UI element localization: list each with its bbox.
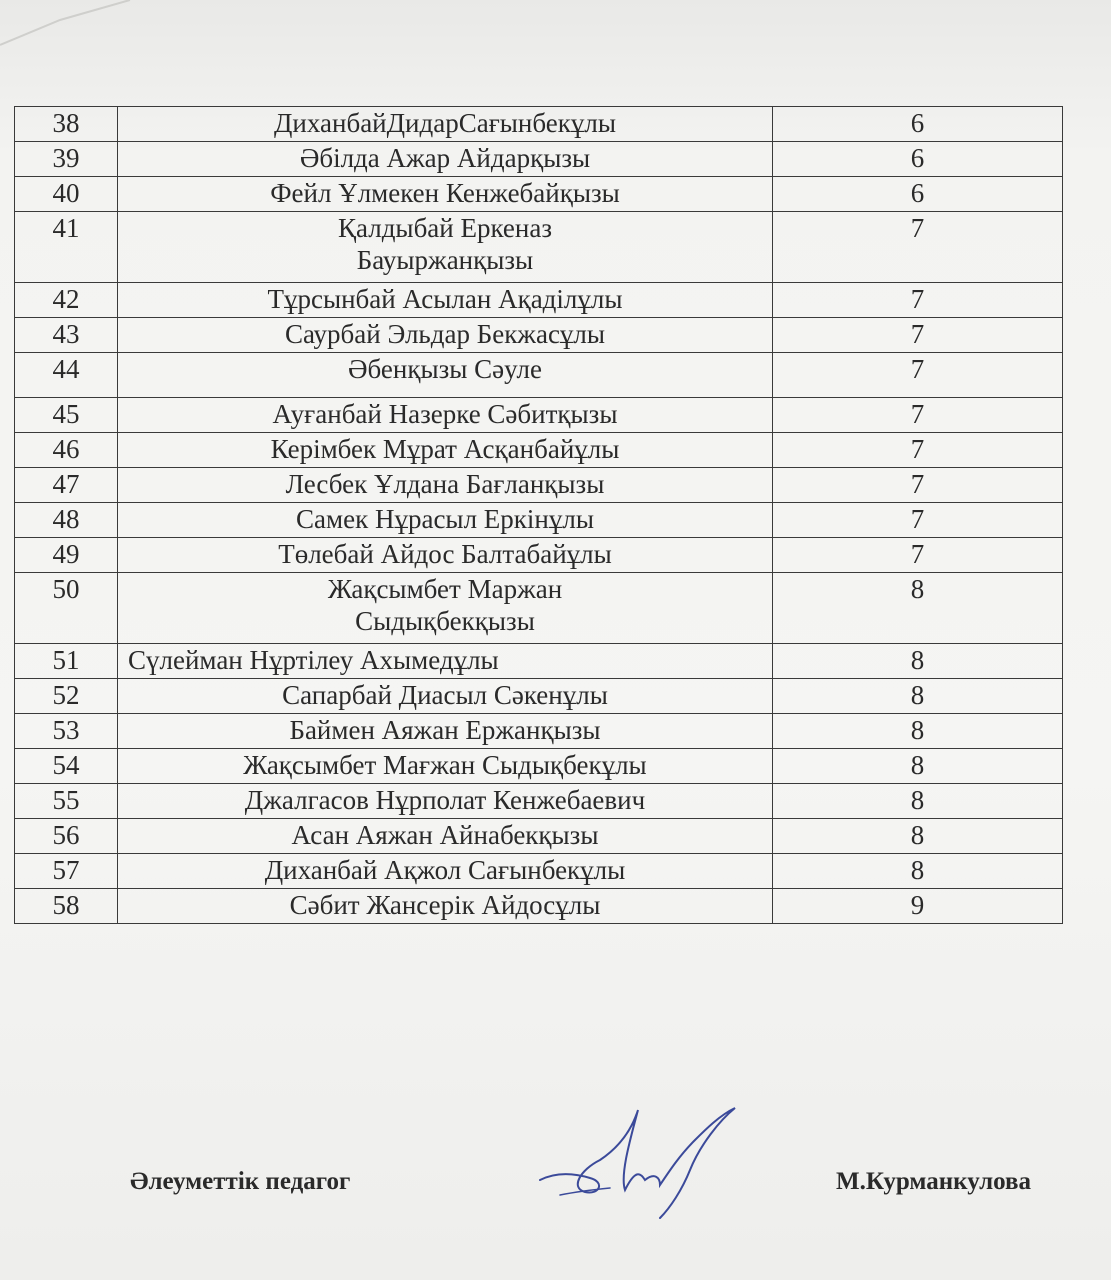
grade-value: 8	[773, 679, 1063, 714]
student-name: Төлебай Айдос Балтабайұлы	[118, 538, 773, 573]
row-number: 42	[15, 283, 118, 318]
row-number: 55	[15, 784, 118, 819]
row-number: 43	[15, 318, 118, 353]
row-number: 39	[15, 142, 118, 177]
grade-value: 8	[773, 749, 1063, 784]
table-row	[15, 538, 1063, 573]
table-row	[15, 679, 1063, 714]
row-number: 56	[15, 819, 118, 854]
table-row	[15, 503, 1063, 538]
student-name: Жақсымбет Мағжан Сыдықбекұлы	[118, 749, 773, 784]
student-name: Әбілда Ажар Айдарқызы	[118, 142, 773, 177]
row-number: 40	[15, 177, 118, 212]
row-number: 50	[15, 573, 118, 644]
table-row	[15, 784, 1063, 819]
table-row	[15, 854, 1063, 889]
paper-fold-mark	[0, 0, 140, 60]
grade-value: 6	[773, 177, 1063, 212]
row-number: 46	[15, 433, 118, 468]
grade-value: 8	[773, 784, 1063, 819]
student-roster-table	[14, 106, 1063, 924]
table-row	[15, 177, 1063, 212]
student-name: Ауғанбай Назерке Сәбитқызы	[118, 398, 773, 433]
student-name: Сәбит Жансерік Айдосұлы	[118, 889, 773, 924]
table-row	[15, 353, 1063, 398]
table-row	[15, 644, 1063, 679]
grade-value: 8	[773, 573, 1063, 644]
grade-value: 7	[773, 318, 1063, 353]
row-number: 53	[15, 714, 118, 749]
row-number: 57	[15, 854, 118, 889]
grade-value: 7	[773, 433, 1063, 468]
student-name: Джалгасов Нұрполат Кенжебаевич	[118, 784, 773, 819]
grade-value: 8	[773, 644, 1063, 679]
student-name: Қалдыбай Еркеназ Бауыржанқызы	[118, 212, 773, 283]
grade-value: 7	[773, 283, 1063, 318]
grade-value: 7	[773, 503, 1063, 538]
student-name: Сапарбай Диасыл Сәкенұлы	[118, 679, 773, 714]
table-row	[15, 212, 1063, 283]
table-row	[15, 749, 1063, 784]
grade-value: 7	[773, 398, 1063, 433]
grade-value: 9	[773, 889, 1063, 924]
table-row	[15, 573, 1063, 644]
student-name: ДиханбайДидарСағынбекұлы	[118, 107, 773, 142]
student-name: Керімбек Мұрат Асқанбайұлы	[118, 433, 773, 468]
student-name: Самек Нұрасыл Еркінұлы	[118, 503, 773, 538]
grade-value: 7	[773, 538, 1063, 573]
footer-signer-name: М.Курманкулова	[836, 1168, 1031, 1195]
row-number: 48	[15, 503, 118, 538]
grade-value: 7	[773, 212, 1063, 283]
row-number: 47	[15, 468, 118, 503]
grade-value: 6	[773, 107, 1063, 142]
row-number: 54	[15, 749, 118, 784]
student-name: Тұрсынбай Асылан Ақаділұлы	[118, 283, 773, 318]
row-number: 44	[15, 353, 118, 398]
table-row	[15, 468, 1063, 503]
grade-value: 7	[773, 353, 1063, 398]
student-name: Фейл Ұлмекен Кенжебайқызы	[118, 177, 773, 212]
grade-value: 8	[773, 819, 1063, 854]
table-row	[15, 107, 1063, 142]
student-name: Баймен Аяжан Ержанқызы	[118, 714, 773, 749]
row-number: 41	[15, 212, 118, 283]
student-name: Диханбай Ақжол Сағынбекұлы	[118, 854, 773, 889]
row-number: 38	[15, 107, 118, 142]
table-row	[15, 318, 1063, 353]
row-number: 45	[15, 398, 118, 433]
table-row	[15, 714, 1063, 749]
table-row	[15, 889, 1063, 924]
table-row	[15, 819, 1063, 854]
table-row	[15, 398, 1063, 433]
row-number: 49	[15, 538, 118, 573]
table-row	[15, 433, 1063, 468]
student-name: Саурбай Эльдар Бекжасұлы	[118, 318, 773, 353]
table-row	[15, 283, 1063, 318]
handwritten-signature	[520, 1100, 750, 1220]
row-number: 52	[15, 679, 118, 714]
grade-value: 8	[773, 714, 1063, 749]
grade-value: 6	[773, 142, 1063, 177]
student-name: Сүлейман Нұртілеу Ахымедұлы	[118, 644, 773, 679]
row-number: 58	[15, 889, 118, 924]
student-name: Жақсымбет Маржан Сыдықбекқызы	[118, 573, 773, 644]
row-number: 51	[15, 644, 118, 679]
footer-role-label: Әлеуметтік педагог	[130, 1168, 351, 1195]
grade-value: 7	[773, 468, 1063, 503]
table-row	[15, 142, 1063, 177]
grade-value: 8	[773, 854, 1063, 889]
student-name: Әбенқызы Сәуле	[118, 353, 773, 398]
student-name: Лесбек Ұлдана Бағланқызы	[118, 468, 773, 503]
student-name: Асан Аяжан Айнабекқызы	[118, 819, 773, 854]
